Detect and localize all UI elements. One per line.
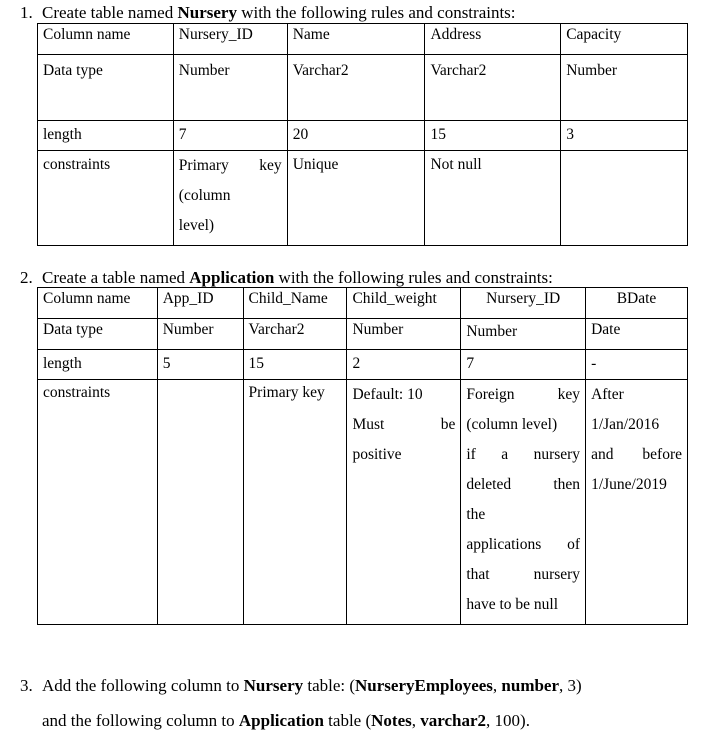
table-cell: After 1/Jan/2016 and before 1/June/2019 [586, 380, 688, 625]
table-cell: Default: 10 Must be positive [347, 380, 461, 625]
table-cell: Number [347, 319, 461, 350]
question-number: 3. [20, 676, 33, 695]
table-cell: Primary key (column level) [173, 151, 287, 246]
table-cell: length [38, 350, 158, 380]
table-cell: Unique [287, 151, 425, 246]
table-cell: Data type [38, 319, 158, 350]
table-cell [157, 380, 243, 625]
table-cell: Not null [425, 151, 561, 246]
header-cell: Child_weight [347, 288, 461, 319]
table-cell: Data type [38, 55, 174, 121]
table-row [38, 380, 688, 625]
question-1-heading: 1. Create table named Nursery with the following rules and constraints: [20, 3, 516, 22]
table-cell: 20 [287, 121, 425, 151]
table-cell: Number [461, 319, 586, 350]
table-name: Application [189, 268, 275, 287]
header-cell: Capacity [561, 24, 688, 55]
table-row [38, 319, 688, 350]
table-name: Nursery [177, 3, 237, 22]
application-table [37, 287, 688, 625]
table-cell: 2 [347, 350, 461, 380]
table-cell: 15 [243, 350, 347, 380]
table-cell [561, 151, 688, 246]
table-cell: Varchar2 [287, 55, 425, 121]
table-cell: Number [157, 319, 243, 350]
table-cell: 15 [425, 121, 561, 151]
table-cell: Primary key [243, 380, 347, 625]
header-cell: BDate [586, 288, 688, 319]
table-cell: constraints [38, 151, 174, 246]
table-cell: Varchar2 [243, 319, 347, 350]
table-row [38, 55, 688, 121]
table-row [38, 121, 688, 151]
header-cell: App_ID [157, 288, 243, 319]
table-cell: Number [173, 55, 287, 121]
question-3-text: 3. Add the following column to Nursery table: (NurseryEmployees, number, 3) and the following column to Application table (Notes, varchar2, 100). [20, 668, 710, 738]
table-cell: 3 [561, 121, 688, 151]
header-cell: Address [425, 24, 561, 55]
header-cell: Name [287, 24, 425, 55]
header-cell: Column name [38, 24, 174, 55]
table-cell: Number [561, 55, 688, 121]
header-cell: Child_Name [243, 288, 347, 319]
table-cell: Varchar2 [425, 55, 561, 121]
nursery-table [37, 23, 688, 246]
question-number: 2. [20, 268, 33, 287]
question-number: 1. [20, 3, 33, 22]
table-cell: 5 [157, 350, 243, 380]
table-cell: constraints [38, 380, 158, 625]
table-header-row [38, 288, 688, 319]
table-row [38, 350, 688, 380]
table-row [38, 151, 688, 246]
header-cell: Column name [38, 288, 158, 319]
header-cell: Nursery_ID [173, 24, 287, 55]
header-cell: Nursery_ID [461, 288, 586, 319]
table-cell: Foreign key (column level) if a nursery deleted then the applications of that nursery have to be null [461, 380, 586, 625]
table-cell: 7 [173, 121, 287, 151]
question-2-heading: 2. Create a table named Application with the following rules and constraints: [20, 268, 553, 287]
table-cell: 7 [461, 350, 586, 380]
table-cell: Date [586, 319, 688, 350]
table-header-row [38, 24, 688, 55]
table-cell: length [38, 121, 174, 151]
table-cell: - [586, 350, 688, 380]
